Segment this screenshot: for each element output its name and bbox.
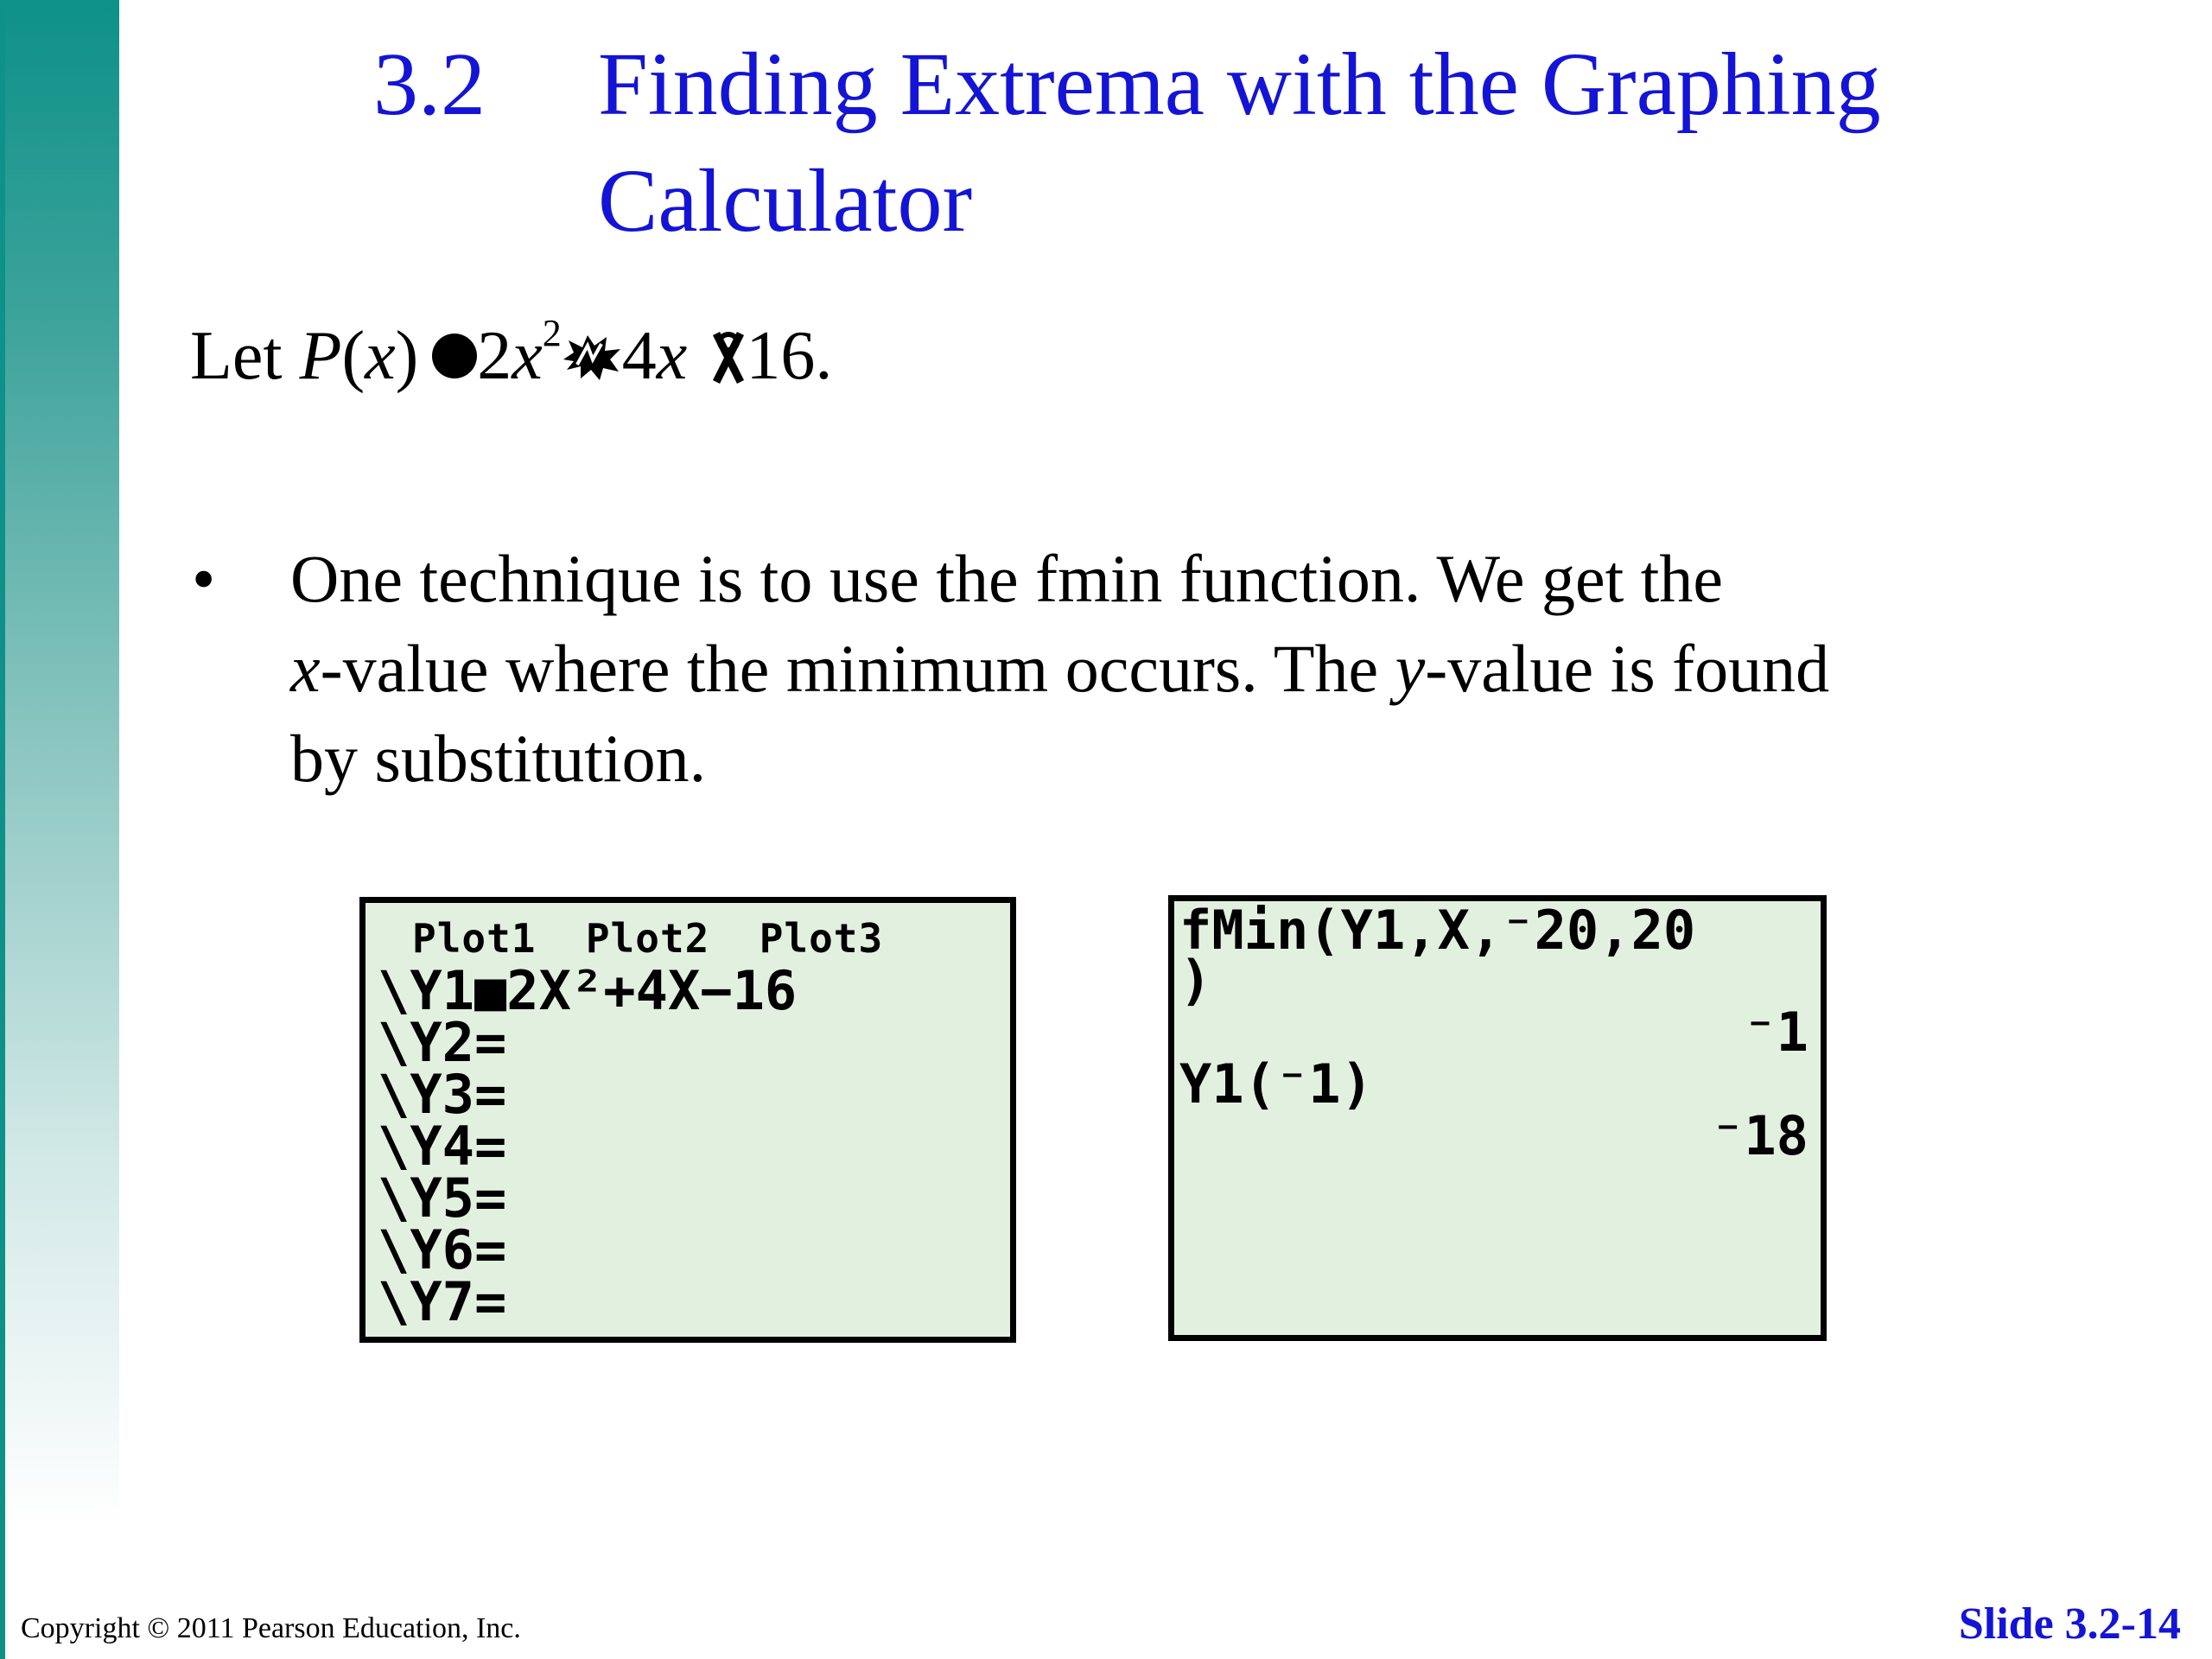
slide-number: Slide 3.2-14 — [1958, 1599, 2181, 1649]
bullet-var-x: x — [290, 631, 321, 706]
fmin-result: ⁻1 — [1744, 1001, 1808, 1064]
variable-b: x — [656, 318, 688, 394]
y-function-line: \Y5= — [378, 1166, 507, 1230]
y-function-line: \Y3= — [378, 1063, 507, 1126]
calculator-y-editor-screen — [359, 897, 1016, 1343]
plus-glyph-icon — [562, 313, 622, 399]
bullet-line-2-mid: -value where the minimum occurs. The — [320, 631, 1395, 706]
copyright-notice: Copyright © 2011 Pearson Education, Inc. — [21, 1612, 521, 1644]
exponent: 2 — [542, 312, 562, 354]
y-function-line: \Y6= — [378, 1218, 507, 1281]
fmin-command: fMin(Y1,X,⁻20,20 — [1179, 899, 1696, 962]
decorative-sidebar — [0, 0, 119, 1659]
bullet-marker: • — [192, 541, 216, 616]
bullet-text — [290, 534, 2105, 804]
y-function-line: \Y4= — [378, 1115, 507, 1178]
y-function-line: \Y7= — [378, 1270, 507, 1333]
slide-section-number: 3.2 — [373, 35, 486, 134]
let-prefix: Let — [190, 318, 300, 394]
function-definition — [190, 313, 832, 399]
calculator-home-screen — [1168, 895, 1827, 1341]
substitution-command: Y1(⁻1) — [1179, 1052, 1373, 1116]
function-variable: x — [365, 318, 396, 394]
variable-a: x — [512, 318, 543, 394]
fmin-command-close: ) — [1179, 949, 1212, 1012]
slide-title: Finding Extrema with the Graphing Calculator — [598, 35, 1881, 251]
bullet-var-y: y — [1395, 631, 1426, 706]
bullet-line-3: by substitution. — [290, 721, 707, 796]
plot-row: Plot1 Plot2 Plot3 — [412, 915, 884, 962]
function-name: P — [299, 318, 342, 394]
coefficient-b: 4 — [621, 318, 657, 394]
sidebar-edge — [0, 0, 5, 1659]
equals-glyph-icon — [432, 334, 477, 378]
y-function-line: \Y1■2X²+4X−16 — [378, 959, 798, 1022]
constant-term: 16. — [746, 318, 833, 394]
substitution-result: ⁻18 — [1712, 1104, 1808, 1167]
y-function-line: \Y2= — [378, 1011, 507, 1074]
coefficient-a: 2 — [477, 318, 512, 394]
bullet-line-2-end: -value is found — [1425, 631, 1830, 706]
minus-glyph-icon — [711, 313, 746, 399]
function-paren-open: ( — [341, 318, 365, 394]
function-paren-close: ) — [395, 318, 419, 394]
bullet-line-1: One technique is to use the fmin function. We get the — [290, 541, 1724, 616]
